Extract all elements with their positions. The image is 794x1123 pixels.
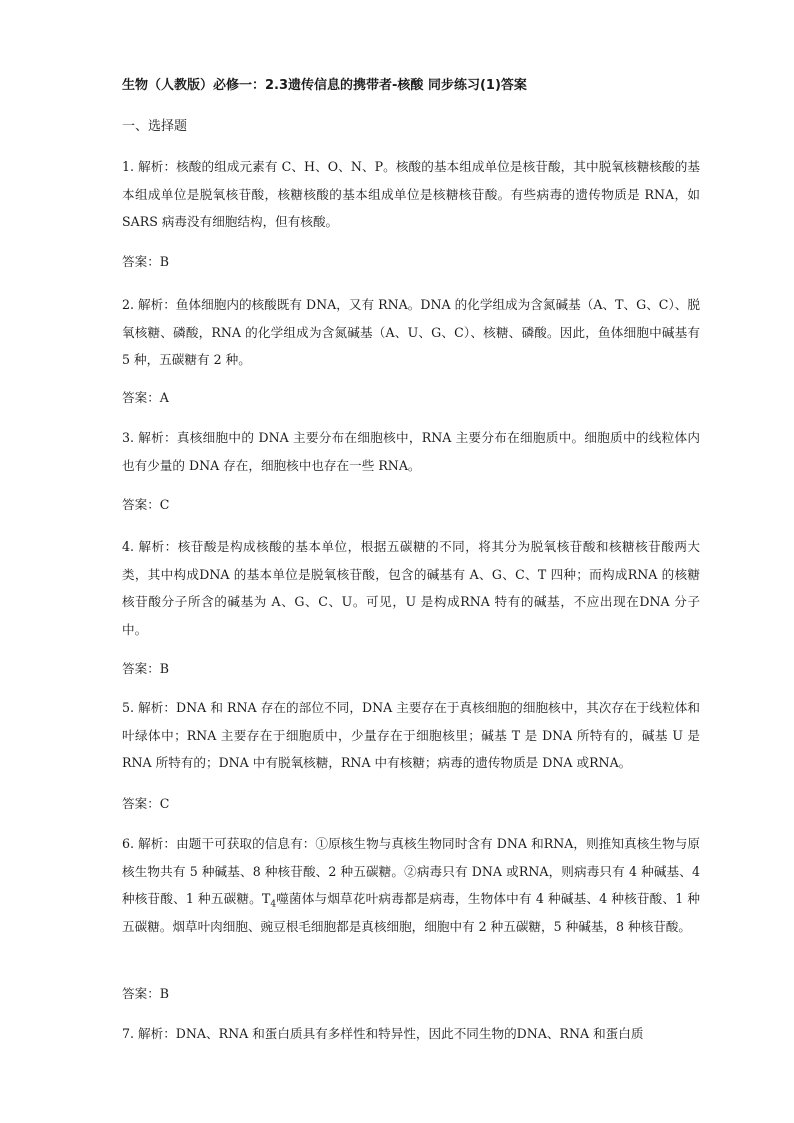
item-4-text: 4. 解析：核苷酸是构成核酸的基本单位，根据五碳糖的不同，将其分为脱氧核苷酸和核糖核苷酸两大类，其中构成DNA 的基本单位是脱氧核苷酸，包含的碱基有 A、G、C、T 四种；而构成RNA 的核糖核苷酸分子所含的碱基为 A、G、C、U。可见，U 是构成RNA 特有的碱基，不应出现在DNA 分子中。 <box>122 539 700 637</box>
item-6-subscript: 4 <box>270 899 277 910</box>
item-1-text: 1. 解析：核酸的组成元素有 C、H、O、N、P。核酸的基本组成单位是核苷酸，其中脱氧核糖核酸的基本组成单位是脱氧核苷酸，核糖核酸的基本组成单位是核糖核苷酸。有些病毒的遗传物质是 RNA，如 SARS 病毒没有细胞结构，但有核酸。 <box>122 159 700 229</box>
item-5-text: 5. 解析：DNA 和 RNA 存在的部位不同，DNA 主要存在于真核细胞的细胞核中，其次存在于线粒体和叶绿体中；RNA 主要存在于细胞质中，少量存在于细胞核里；碱基 T 是 DNA 所特有的，碱基 U 是 RNA 所特有的；DNA 中有脱氧核糖，RNA 中有核糖；病毒的遗传物质是 DNA 或RNA。 <box>122 700 700 770</box>
item-6-text-part1: 6. 解析：由题干可获取的信息有：①原核生物与真核生物同时含有 DNA 和RNA，则推知真核生物与原核生物共有 5 种碱基、8 种核苷酸、2 种五碳糖。②病毒只有 DNA 或RNA，则病毒只有 4 种碱基、4 种核苷酸、1 种五碳糖。T <box>122 836 700 906</box>
item-2-text: 2. 解析：鱼体细胞内的核酸既有 DNA，又有 RNA。DNA 的化学组成为含氮碱基（A、T、G、C）、脱氧核糖、磷酸，RNA 的化学组成为含氮碱基（A、U、G、C）、核糖、磷酸。因此，鱼体细胞中碱基有 5 种，五碳糖有 2 种。 <box>122 297 700 367</box>
item-7-text: 7. 解析：DNA、RNA 和蛋白质具有多样性和特异性，因此不同生物的DNA、RNA 和蛋白质 <box>122 1026 644 1041</box>
item-6-text <box>122 830 700 940</box>
item-6-text-part2: 噬菌体与烟草花叶病毒都是病毒，生物体中有 4 种碱基、4 种核苷酸、1 种五碳糖。烟草叶肉细胞、豌豆根毛细胞都是真核细胞，细胞中有 2 种五碳糖，5 种碱基，8 种核苷酸。 <box>122 891 700 934</box>
item-6-answer: 答案：B <box>122 986 170 1001</box>
item-1-answer: 答案：B <box>122 254 170 269</box>
item-4-answer: 答案：B <box>122 661 170 676</box>
section-heading: 一、选择题 <box>122 119 188 134</box>
item-2-answer: 答案：A <box>122 390 169 405</box>
item-3-answer: 答案：C <box>122 497 170 512</box>
item-5-answer: 答案：C <box>122 796 170 811</box>
document-title: 生物（人教版）必修一：2.3遗传信息的携带者-核酸 同步练习(1)答案 <box>122 78 527 93</box>
item-3-text: 3. 解析：真核细胞中的 DNA 主要分布在细胞核中，RNA 主要分布在细胞质中。细胞质中的线粒体内也有少量的 DNA 存在，细胞核中也存在一些 RNA。 <box>122 430 700 473</box>
